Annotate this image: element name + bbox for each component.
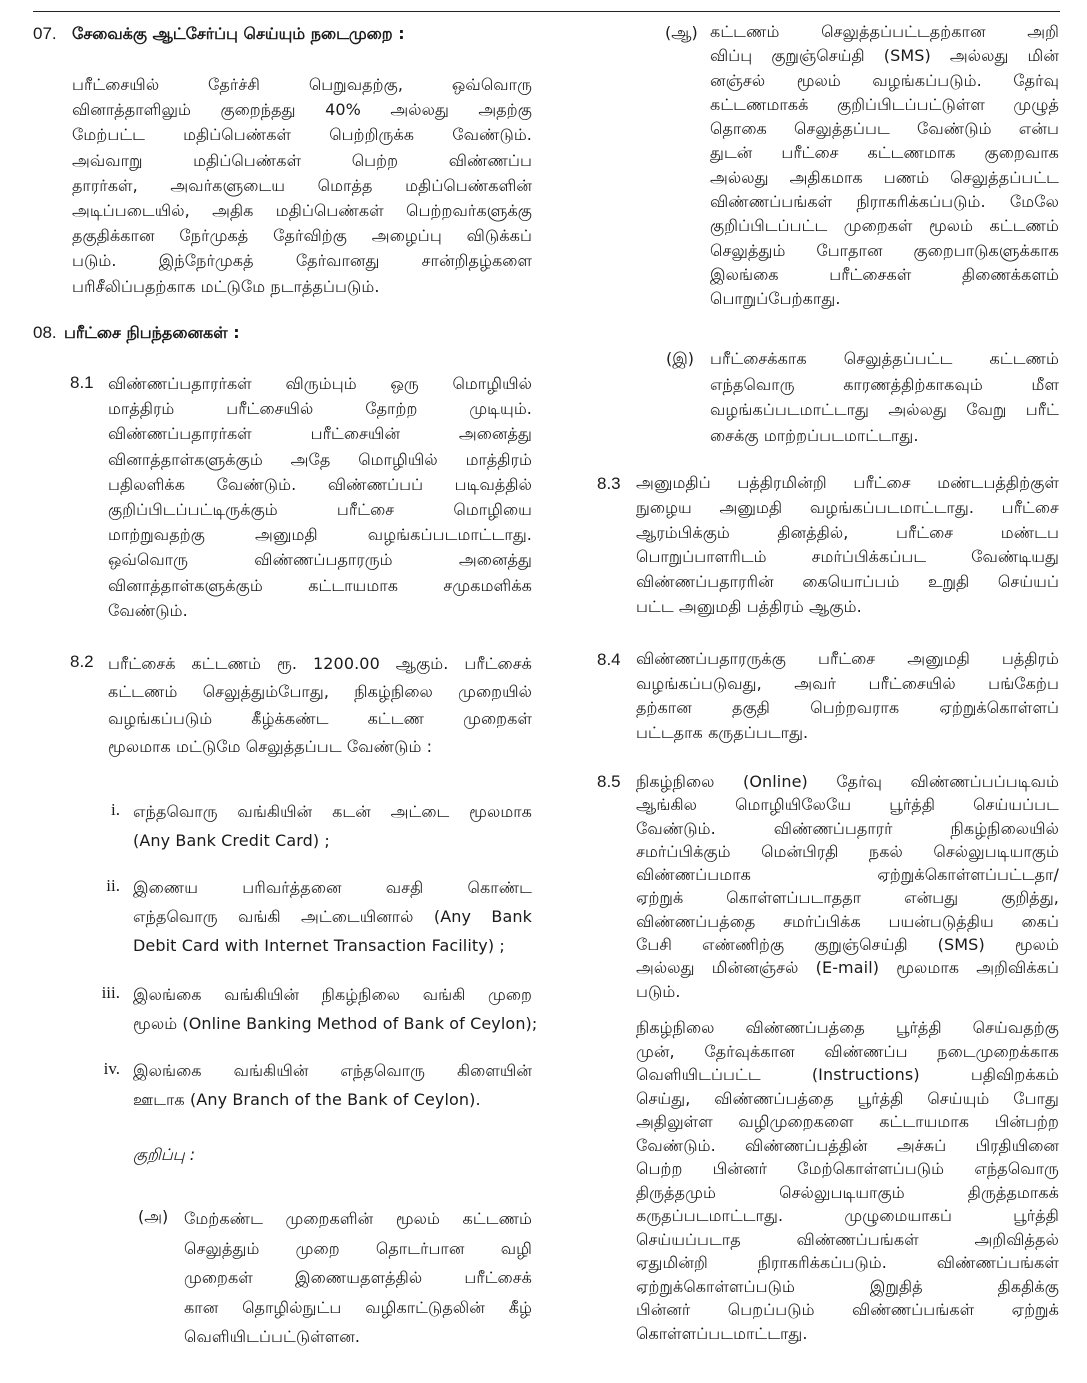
text-line: இலங்கை பரீட்சைகள் திணைக்களம் [710,264,1059,284]
text-line: விண்ணப்பதாரர்கள் விரும்பும் ஒரு மொழியில் [108,374,532,393]
text-line: நுழைய அனுமதி வழங்கப்படமாட்டாது. பரீட்சை [636,497,1059,517]
text-line: ஏற்றுக் கொள்ளப்படாததா என்பது குறித்து, [636,888,1059,908]
text-line: செலுத்தும் முறை தொடர்பான வழி [184,1238,532,1258]
text-line: மூலமாக மட்டுமே செலுத்தப்பட வேண்டும் : [108,736,433,756]
text-line: ஊடாக (Any Branch of the Bank of Ceylon). [133,1090,481,1109]
text-line: பரீட்சையில் தேர்ச்சி பெறுவதற்கு, ஒவ்வொரு [72,75,532,94]
section-08-title: பரீட்சை நிபந்தனைகள் : [64,323,240,342]
text-line: வினாத்தாளிலும் குறைந்தது 40% அல்லது அதற்கு [72,100,532,120]
text-line: சைக்கு மாற்றப்படமாட்டாது. [710,425,919,445]
text-line: விண்ணப்பமாக ஏற்றுக்கொள்ளப்பட்டதா/ [636,865,1059,885]
text-line: இலங்கை வங்கியின் நிகழ்நிலை வங்கி முறை [133,985,532,1004]
payment-method-marker: i. [111,800,120,819]
text-line: கட்டணமாகக் குறிப்பிடப்பட்டுள்ள முழுத் [710,94,1059,114]
text-line: முறைகள் இணையதளத்தில் பரீட்சைக் [184,1268,532,1287]
text-line: தொகை செலுத்தப்பட வேண்டும் என்ப [710,119,1059,139]
text-line: அல்லது அதிகமாக பணம் செலுத்தப்பட்ட [710,167,1059,187]
section-07-body [72,72,532,299]
text-line: செய்து, விண்ணப்பத்தை பூர்த்தி செய்யும் போது [636,1088,1059,1108]
text-line: ஏற்றுக்கொள்ளப்படும் இறுதித் திகதிக்கு [636,1276,1059,1296]
text-line: வெளியிடப்பட்டுள்ளன. [184,1327,361,1346]
text-line: பதிலளிக்க வேண்டும். விண்ணப்பப் படிவத்தில் [108,474,532,494]
text-line: மூலம் (Online Banking Method of Bank of Ceylon); [133,1014,538,1033]
text-line: விண்ணப்பதாரரின் கையொப்பம் உறுதி செய்யப் [636,572,1059,592]
text-line: வினாத்தாள்களுக்கும் அதே மொழியில் மாத்திரம் [108,449,532,469]
text-line: மாத்திரம் பரீட்சையில் தோற்ற முடியும். [108,399,532,419]
text-line: இணைய பரிவர்த்தனை வசதி கொண்ட [133,878,532,897]
text-line: கொள்ளப்படமாட்டாது. [636,1323,808,1343]
text-line: வேண்டும். விண்ணப்பத்தின் அச்சுப் பிரதியினை [636,1135,1059,1155]
item-8-3-number: 8.3 [597,474,621,493]
payment-method-item [133,980,538,1038]
text-line: கருதப்படமாட்டாது. முழுமையாகப் பூர்த்தி [636,1206,1059,1225]
payment-method-item [133,873,532,960]
text-line: பொறுப்பாளரிடம் சமர்ப்பிக்கப்பட வேண்டியது [636,547,1059,567]
payment-method-marker: iv. [103,1059,120,1078]
section-08-number: 08. [33,323,57,342]
text-line: குறிப்பிடப்பட்ட முறைகள் மூலம் கட்டணம் [710,216,1059,236]
text-line: சமர்ப்பிக்கும் மென்பிரதி நகல் செல்லுபடியாகும் [636,841,1059,861]
text-line: கட்டணம் செலுத்தும்போது, நிகழ்நிலை முறையில் [108,681,532,701]
item-8-5-body [636,770,1059,1003]
text-line: ஏதுமின்றி நிராகரிக்கப்படும். விண்ணப்பங்கள் [636,1253,1059,1272]
text-line: குறிப்பிடப்பட்டிருக்கும் பரீட்சை மொழியை [108,500,532,520]
text-line: எந்தவொரு வங்கியின் கடன் அட்டை மூலமாக [133,802,532,821]
text-line: செய்யப்படாத விண்ணப்பங்கள் அறிவித்தல் [636,1229,1059,1249]
text-line: படும். [636,981,681,1001]
text-line: தகுதிக்கான நேர்முகத் தேர்விற்கு அழைப்பு விடுக்கப் [72,226,532,246]
text-line: விண்ணப்பத்தை சமர்ப்பிக்க பயன்படுத்திய கைப் [636,911,1059,931]
text-line: திருத்தமும் செல்லுபடியாகும் திருத்தமாகக் [636,1182,1059,1202]
note-label: குறிப்பு : [133,1145,196,1164]
text-line: செலுத்தும் போதான குறைபாடுகளுக்காக [710,240,1059,260]
section-07-title: சேவைக்கு ஆட்சேர்ப்பு செய்யும் நடைமுறை : [72,24,405,43]
item-8-4-body [636,647,1059,745]
note-a-body [184,1204,532,1352]
text-line: இலங்கை வங்கியின் எந்தவொரு கிளையின் [133,1061,532,1080]
note-i-marker: (இ) [666,349,695,368]
text-line: படும். இந்நேர்முகத் தேர்வானது சான்றிதழ்களை [72,251,532,271]
header-rule [33,11,1060,12]
text-line: வேண்டும். [108,600,188,620]
text-line: பொறுப்பேற்காது. [710,289,841,309]
text-line: துடன் பரீட்சை கட்டணமாக குறைவாக [710,143,1059,163]
item-8-3-body [636,471,1059,620]
text-line: ஆரம்பிக்கும் தினத்தில், பரீட்சை மண்டப [636,522,1059,542]
text-line: பின்னர் பெறப்படும் விண்ணப்பங்கள் ஏற்றுக் [636,1300,1059,1319]
note-aa-marker: (ஆ) [665,23,698,42]
text-line: வழங்கப்படமாட்டாது அல்லது வேறு பரீட் [710,400,1059,419]
item-8-5-number: 8.5 [597,772,621,791]
text-line: மாற்றுவதற்கு அனுமதி வழங்கப்படமாட்டாது. [108,525,532,545]
note-aa-body [710,20,1059,312]
text-line: வெளியிடப்பட்ட (Instructions) பதிவிறக்கம் [636,1065,1059,1084]
text-line: பரீட்சைக் கட்டணம் ரூ. 1200.00 ஆகும். பரீட்சைக் [108,654,532,673]
text-line: ஒவ்வொரு விண்ணப்பதாரரும் அனைத்து [108,550,532,570]
note-i-body [710,346,1059,448]
text-line: பேசி எண்ணிற்கு குறுஞ்செய்தி (SMS) மூலம் [636,935,1059,955]
text-line: ஆங்கில மொழியிலேயே பூர்த்தி செய்யப்பட [636,795,1059,815]
payment-method-item [133,797,532,855]
text-line: எந்தவொரு வங்கி அட்டையினால் (Any Bank [133,907,532,926]
text-line: நிகழ்நிலை (Online) தேர்வு விண்ணப்பப்படிவம் [636,772,1059,791]
item-8-4-number: 8.4 [597,650,621,669]
text-line: (Any Bank Credit Card) ; [133,831,330,850]
text-line: விண்ணப்பதாரர்கள் பரீட்சையின் அனைத்து [108,424,532,444]
item-8-1-number: 8.1 [70,373,94,392]
text-line: பட்ட அனுமதி பத்திரம் ஆகும். [636,596,862,616]
item-8-2-number: 8.2 [70,652,94,671]
item-8-5-paragraph-2 [636,1016,1059,1345]
text-line: அனுமதிப் பத்திரமின்றி பரீட்சை மண்டபத்திற்குள் [636,473,1059,492]
text-line: பரீட்சைக்காக செலுத்தப்பட்ட கட்டணம் [710,349,1059,368]
payment-method-item [133,1056,532,1114]
text-line: அல்லது மின்னஞ்சல் (E-mail) மூலமாக அறிவிக்கப் [636,958,1059,978]
text-line: தற்கான தகுதி பெற்றவராக ஏற்றுக்கொள்ளப் [636,698,1059,717]
text-line: கட்டணம் செலுத்தப்பட்டதற்கான அறி [710,22,1059,41]
text-line: கான தொழில்நுட்ப வழிகாட்டுதலின் கீழ் [184,1297,532,1317]
item-8-2-body [108,650,532,760]
text-line: அடிப்படையில், அதிக மதிப்பெண்கள் பெற்றவர்களுக்கு [72,201,532,221]
text-line: பட்டதாக கருதப்படாது. [636,722,809,742]
text-line: Debit Card with Internet Transaction Facility) ; [133,936,505,955]
section-07-number: 07. [33,24,57,43]
text-line: விண்ணப்பங்கள் நிராகரிக்கப்படும். மேலே [710,192,1059,212]
text-line: அதிலுள்ள வழிமுறைகளை கட்டாயமாக பின்பற்ற [636,1112,1059,1131]
text-line: மேற்கண்ட முறைகளின் மூலம் கட்டணம் [184,1209,532,1228]
text-line: தாரர்கள், அவர்களுடைய மொத்த மதிப்பெண்களின் [72,175,532,195]
text-line: வேண்டும். விண்ணப்பதாரர் நிகழ்நிலையில் [636,818,1059,838]
text-line: எந்தவொரு காரணத்திற்காகவும் மீள [710,374,1059,394]
payment-method-marker: iii. [101,983,120,1002]
text-line: விண்ணப்பதாரருக்கு பரீட்சை அனுமதி பத்திரம் [636,649,1059,668]
text-line: முன், தேர்வுக்கான விண்ணப்ப நடைமுறைக்காக [636,1041,1059,1061]
text-line: பரிசீலிப்பதற்காக மட்டுமே நடாத்தப்படும். [72,276,380,296]
text-line: மேற்பட்ட மதிப்பெண்கள் பெற்றிருக்க வேண்டும். [72,125,532,145]
text-line: வழங்கப்படும் கீழ்க்கண்ட கட்டண முறைகள் [108,709,532,728]
text-line: நிகழ்நிலை விண்ணப்பத்தை பூர்த்தி செய்வதற்கு [636,1018,1059,1037]
text-line: வினாத்தாள்களுக்கும் கட்டாயமாக சமுகமளிக்க [108,575,532,595]
text-line: அவ்வாறு மதிப்பெண்கள் பெற்ற விண்ணப்ப [72,150,532,170]
text-line: னஞ்சல் மூலம் வழங்கப்படும். தேர்வு [710,70,1059,90]
text-line: வழங்கப்படுவது, அவர் பரீட்சையில் பங்கேற்ப [636,673,1059,693]
text-line: பெற்ற பின்னர் மேற்கொள்ளப்படும் எந்தவொரு [636,1159,1059,1178]
note-a-marker: (அ) [138,1207,169,1226]
text-line: விப்பு குறுஞ்செய்தி (SMS) அல்லது மின் [710,46,1059,66]
item-8-1-body [108,371,532,623]
payment-method-marker: ii. [106,876,120,895]
